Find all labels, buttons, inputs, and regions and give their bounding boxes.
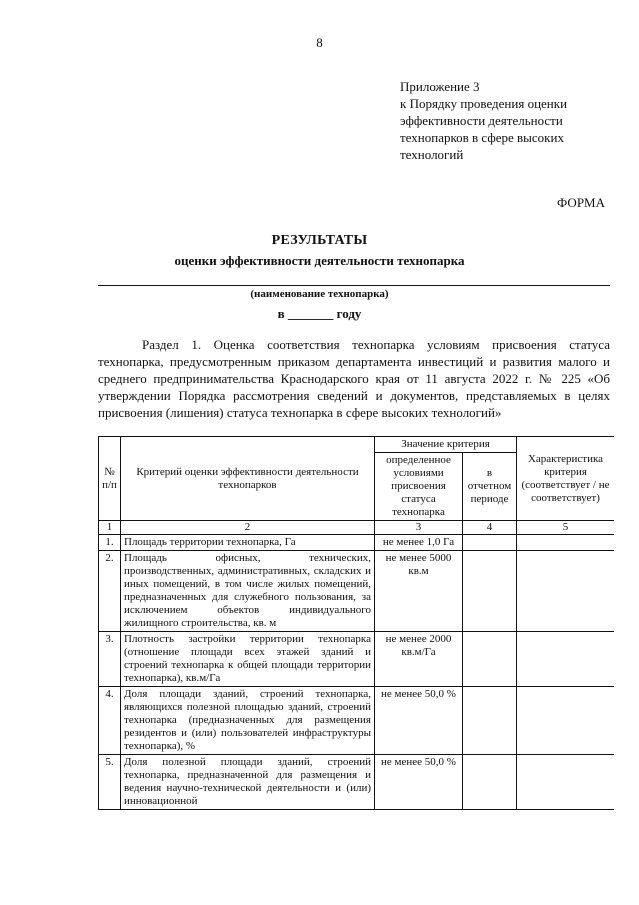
row-reporting[interactable] [463, 535, 517, 551]
header-defined: определенное условиями присвоения статуса технопарка [375, 453, 463, 521]
appendix-block [400, 78, 610, 163]
index-cell: 2 [121, 521, 375, 535]
table-row [99, 632, 615, 687]
criteria-table-wrapper [98, 436, 614, 905]
table-header-row [99, 437, 615, 453]
page-number: 8 [316, 35, 323, 50]
row-value: не менее 5000 кв.м [375, 551, 463, 632]
row-characteristic[interactable] [517, 687, 615, 755]
index-cell: 4 [463, 521, 517, 535]
row-criterion: Доля площади зданий, строений технопарка, являющихся полезной площадью зданий, строений технопарка (предназначенных для размещения резидентов и (или) пользователей инфраструктуры технопарка), % [121, 687, 375, 755]
row-criterion: Доля полезной площади зданий, строений технопарка, предназначенной для размещения и ведения научно-технической деятельности и (или) инновационной [121, 755, 375, 810]
form-label: ФОРМА [557, 195, 605, 210]
header-value-group: Значение критерия [375, 437, 517, 453]
table-row [99, 687, 615, 755]
row-characteristic[interactable] [517, 755, 615, 810]
appendix-line: технологий [400, 147, 464, 162]
row-reporting[interactable] [463, 687, 517, 755]
criteria-table [98, 436, 614, 810]
table-row [99, 755, 615, 810]
table-row [99, 535, 615, 551]
year-line: в _______ году [277, 306, 362, 321]
appendix-line: эффективности деятельности [400, 113, 563, 128]
index-cell: 1 [99, 521, 121, 535]
row-num: 4. [99, 687, 121, 755]
table-index-row [99, 521, 615, 535]
row-num: 3. [99, 632, 121, 687]
technopark-name-caption: (наименование технопарка) [250, 288, 389, 300]
row-reporting[interactable] [463, 551, 517, 632]
section-paragraph: Раздел 1. Оценка соответствия технопарка условиям присвоения статуса технопарка, предусмотренным приказом департамента инвестиций и развития малого и среднего предпринимательства Краснодарского края от 11 августа 2022 г. № 225 «Об утверждении Порядка рассмотрения сведений и документов, представляемых в целях присвоения (лишения) статуса технопарка в сфере высоких технологий» [98, 337, 610, 420]
technopark-name-line [98, 285, 610, 286]
document-subtitle: оценки эффективности деятельности технопарка [174, 253, 465, 268]
row-criterion: Плотность застройки территории технопарка (отношение площади всех этажей зданий и строений технопарка к общей площади территории технопарка), кв.м/Га [121, 632, 375, 687]
row-value: не менее 1,0 Га [375, 535, 463, 551]
appendix-line: технопарков в сфере высоких [400, 130, 564, 145]
appendix-line: к Порядку проведения оценки [400, 96, 568, 111]
header-characteristic: Характеристика критерия (соответствует / не соответствует) [517, 437, 615, 521]
index-cell: 3 [375, 521, 463, 535]
row-value: не менее 50,0 % [375, 687, 463, 755]
row-characteristic[interactable] [517, 551, 615, 632]
row-num: 1. [99, 535, 121, 551]
row-value: не менее 50,0 % [375, 755, 463, 810]
document-title: РЕЗУЛЬТАТЫ [271, 233, 368, 248]
row-characteristic[interactable] [517, 535, 615, 551]
index-cell: 5 [517, 521, 615, 535]
appendix-line: Приложение 3 [400, 79, 480, 94]
row-value: не менее 2000 кв.м/Га [375, 632, 463, 687]
row-reporting[interactable] [463, 632, 517, 687]
row-criterion: Площадь территории технопарка, Га [121, 535, 375, 551]
header-criterion: Критерий оценки эффективности деятельности технопарков [121, 437, 375, 521]
row-num: 5. [99, 755, 121, 810]
row-num: 2. [99, 551, 121, 632]
header-num: № п/п [99, 437, 121, 521]
header-reporting: в отчетном периоде [463, 453, 517, 521]
table-row [99, 551, 615, 632]
row-characteristic[interactable] [517, 632, 615, 687]
row-reporting[interactable] [463, 755, 517, 810]
row-criterion: Площадь офисных, технических, производственных, административных, складских и иных помещений, в том числе жилых помещений, предназначенных для служебного пользования, за исключением объектов индивидуального жилищного строительства, кв. м [121, 551, 375, 632]
